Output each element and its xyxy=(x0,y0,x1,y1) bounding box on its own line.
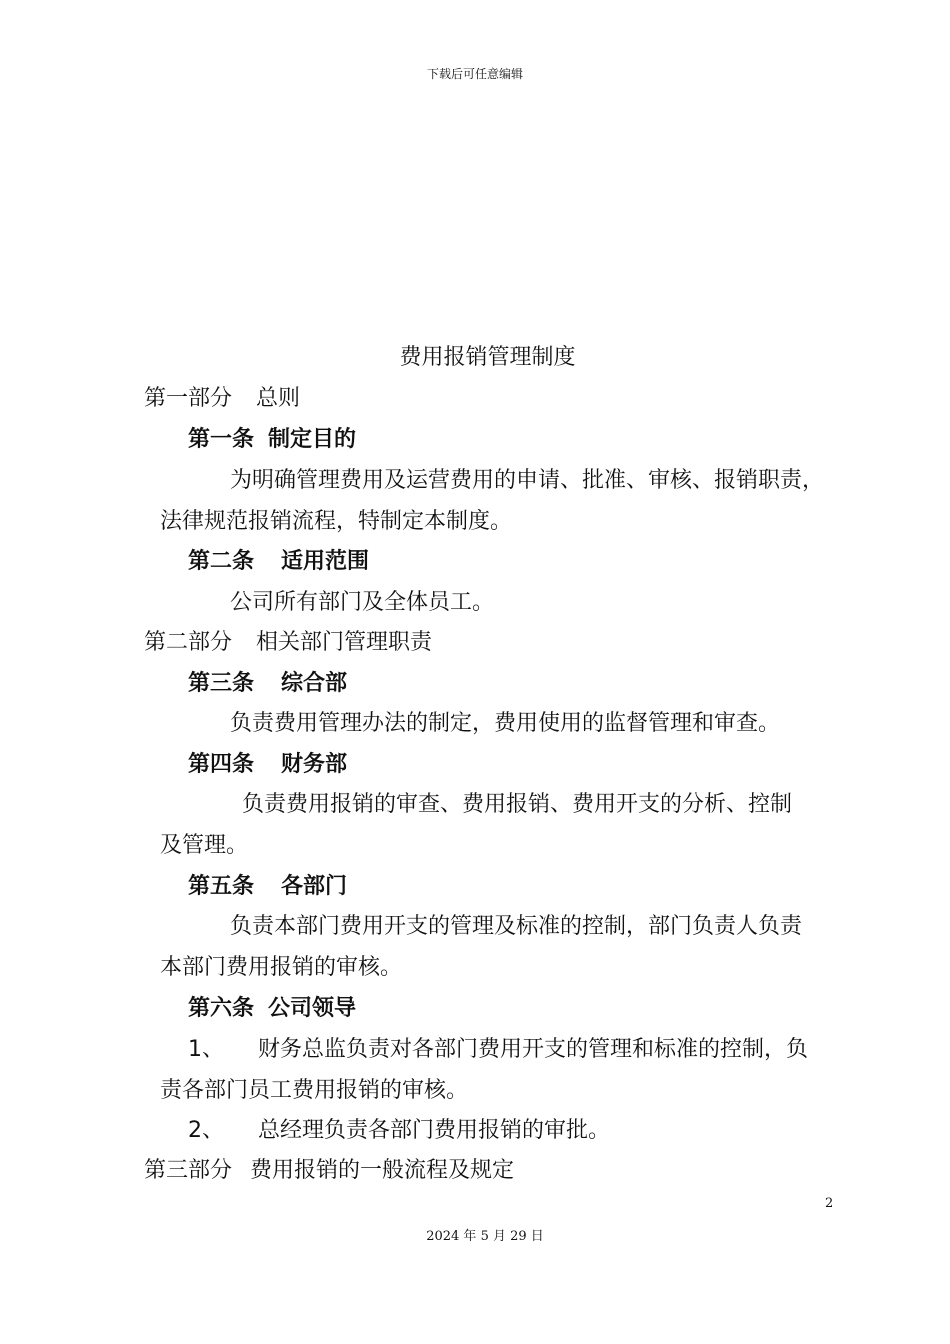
article-2-text-line-1: 公司所有部门及全体员工。 xyxy=(230,590,495,615)
article-1-text-line-2: 法律规范报销流程，特制定本制度。 xyxy=(160,509,513,534)
article-1-heading xyxy=(188,429,356,451)
part-label: 第三部分 xyxy=(144,1158,233,1183)
article-5-text-line-2: 本部门费用报销的审核。 xyxy=(160,955,403,980)
footer-date: 2024 年 5 月 29 日 xyxy=(426,1229,544,1244)
article-4-text-line-1: 负责费用报销的审查、费用报销、费用开支的分析、控制 xyxy=(242,792,793,817)
article-2-heading xyxy=(188,551,369,573)
article-label: 第二条 xyxy=(188,549,255,574)
article-6-heading xyxy=(188,998,356,1020)
article-name: 制定目的 xyxy=(268,427,357,452)
article-name: 适用范围 xyxy=(281,549,370,574)
article-6-item-1-line-2: 责各部门员工费用报销的审核。 xyxy=(160,1078,469,1103)
part-name: 总则 xyxy=(256,386,301,411)
article-4-text-line-2: 及管理。 xyxy=(160,833,249,858)
article-name: 各部门 xyxy=(281,874,348,899)
article-label: 第五条 xyxy=(188,874,255,899)
article-label: 第六条 xyxy=(188,996,255,1021)
article-3-text-line-1: 负责费用管理办法的制定，费用使用的监督管理和审查。 xyxy=(230,711,781,736)
article-label: 第四条 xyxy=(188,752,255,777)
article-6-item-1-number: 1、 xyxy=(188,1037,224,1062)
article-label: 第三条 xyxy=(188,671,255,696)
part-2-heading xyxy=(144,632,432,654)
article-5-text-line-1: 负责本部门费用开支的管理及标准的控制，部门负责人负责 xyxy=(230,914,803,939)
part-name: 相关部门管理职责 xyxy=(256,630,433,655)
part-label: 第一部分 xyxy=(144,386,233,411)
article-name: 综合部 xyxy=(281,671,348,696)
article-name: 财务部 xyxy=(281,752,348,777)
article-6-item-2-number: 2、 xyxy=(188,1118,224,1143)
article-3-heading xyxy=(188,673,347,695)
article-6-item-1-line-1: 财务总监负责对各部门费用开支的管理和标准的控制，负 xyxy=(258,1037,809,1062)
article-6-item-2-line-1: 总经理负责各部门费用报销的审批。 xyxy=(258,1118,611,1143)
article-name: 公司领导 xyxy=(268,996,357,1021)
article-5-heading xyxy=(188,876,347,898)
document-title: 费用报销管理制度 xyxy=(399,345,576,370)
article-label: 第一条 xyxy=(188,427,255,452)
part-name: 费用报销的一般流程及规定 xyxy=(250,1158,515,1183)
article-4-heading xyxy=(188,754,347,776)
part-3-heading xyxy=(144,1160,514,1182)
article-1-text-line-1: 为明确管理费用及运营费用的申请、批准、审核、报销职责， xyxy=(230,468,825,493)
page-header: 下载后可任意编辑 xyxy=(426,67,523,81)
part-1-heading xyxy=(144,388,300,410)
part-label: 第二部分 xyxy=(144,630,233,655)
page-number: 2 xyxy=(825,1196,834,1211)
